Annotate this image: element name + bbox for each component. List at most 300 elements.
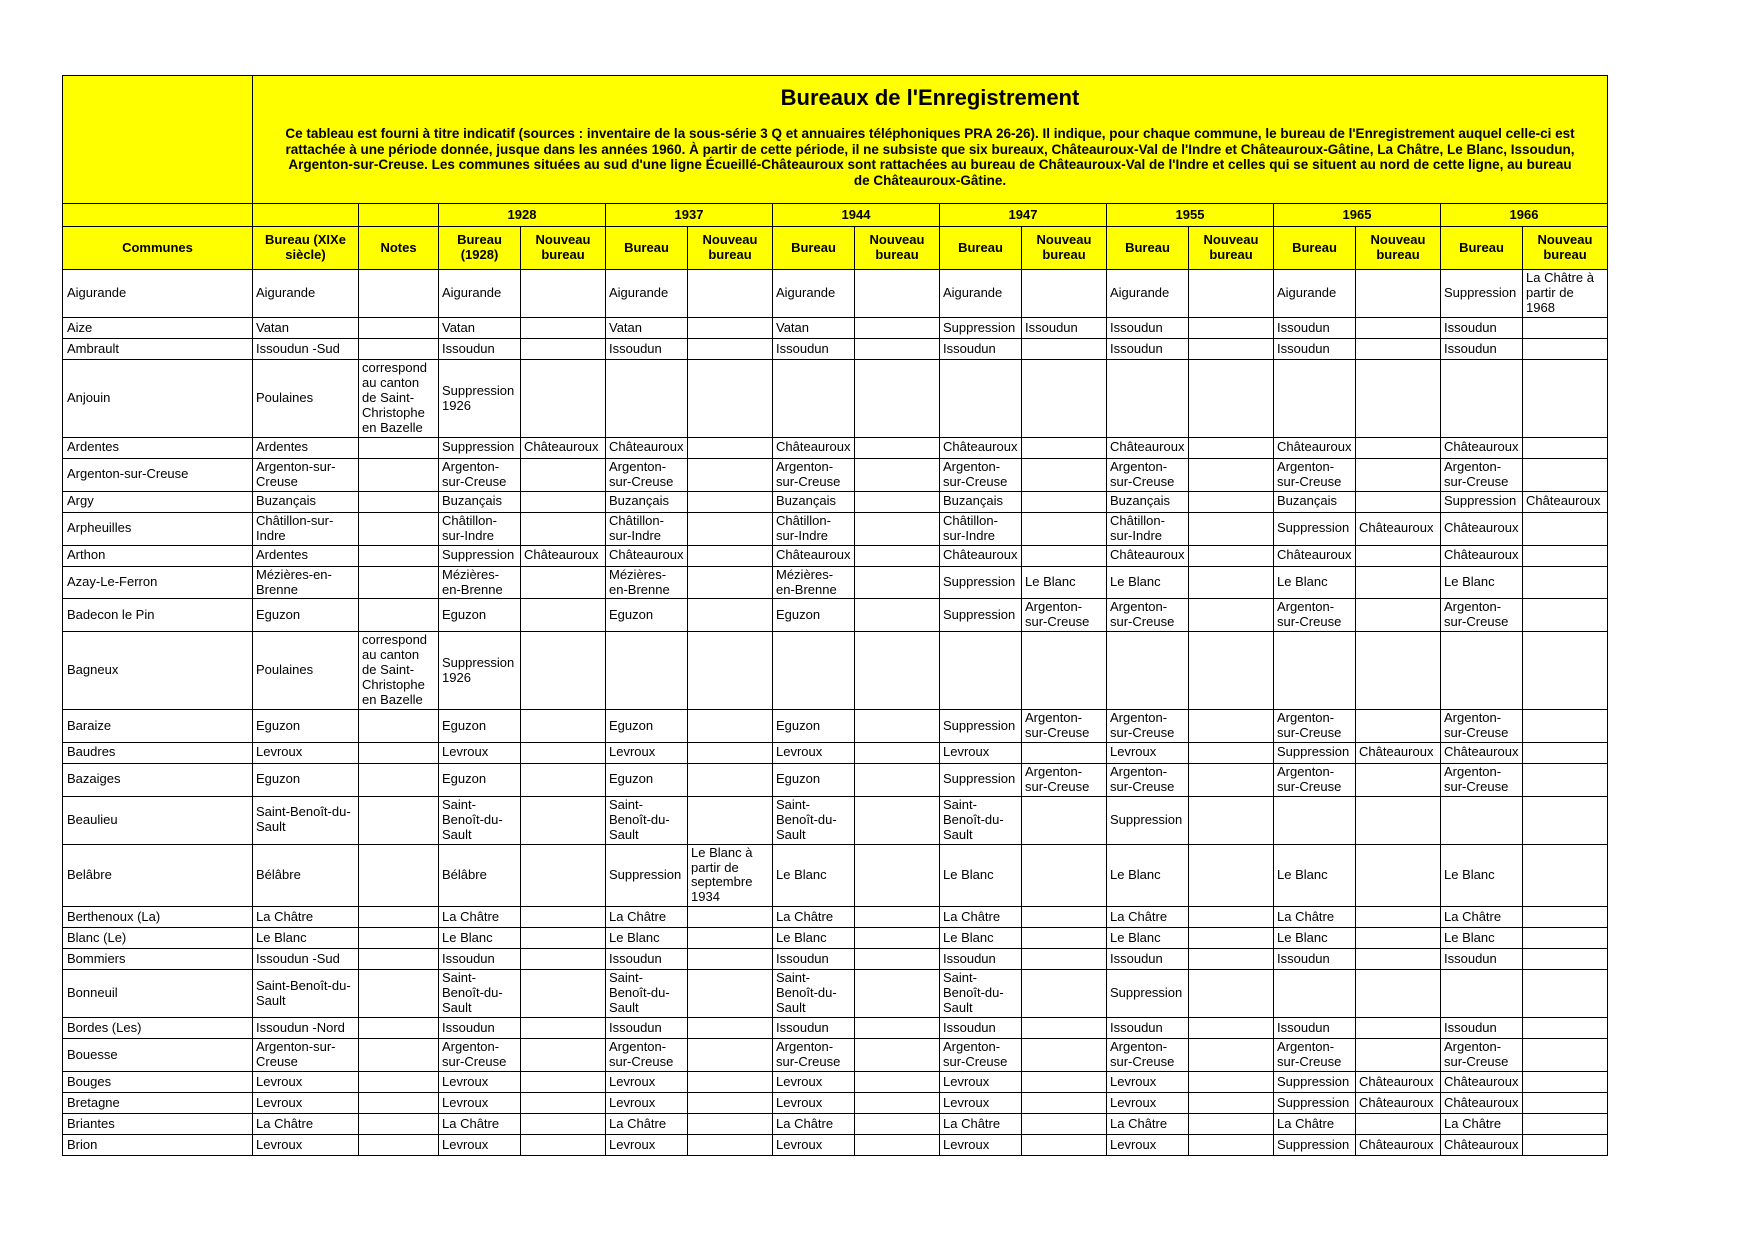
bureau-cell [855,928,940,949]
commune-cell: Blanc (Le) [63,928,253,949]
bureau-cell [521,1018,606,1039]
bureau-cell: Suppression [439,545,521,566]
col-header-nouveau-1965: Nouveau bureau [1356,227,1441,270]
bureau-cell [1356,339,1441,360]
bureau-cell [1523,1072,1608,1093]
bureau-cell: Saint-Benoît-du-Sault [439,796,521,844]
bureau-cell: Le Blanc à partir de septembre 1934 [688,844,773,907]
bureau-cell [1274,632,1356,710]
bureau-cell [940,360,1022,438]
bureau-cell [688,710,773,743]
bureau-cell: Argenton-sur-Creuse [1274,710,1356,743]
bureau-cell: Châteauroux [1523,491,1608,512]
bureau-xixe-cell: Le Blanc [253,928,359,949]
bureau-cell: Le Blanc [773,844,855,907]
bureau-cell: Issoudun [1107,949,1189,970]
bureau-cell: Mézières-en-Brenne [439,566,521,599]
bureau-cell: Châteauroux [1107,545,1189,566]
bureau-cell [688,491,773,512]
table-row [63,907,1608,928]
bureau-cell: Saint-Benoît-du-Sault [773,970,855,1018]
bureau-cell: Mézières-en-Brenne [606,566,688,599]
bureau-cell: La Châtre [940,1114,1022,1135]
bureau-cell [855,360,940,438]
bureau-cell [688,632,773,710]
bureau-xixe-cell: Bélâbre [253,844,359,907]
commune-cell: Aigurande [63,270,253,318]
bureau-cell: Argenton-sur-Creuse [1022,710,1107,743]
bureau-cell [855,742,940,763]
bureau-cell [1523,1114,1608,1135]
bureau-cell [855,318,940,339]
commune-cell: Beaulieu [63,796,253,844]
year-group-1966: 1966 [1441,204,1608,227]
table-row [63,928,1608,949]
bureau-xixe-cell: Levroux [253,742,359,763]
bureau-cell: Argenton-sur-Creuse [940,1039,1022,1072]
bureau-cell: Suppression [1274,742,1356,763]
col-header-xixe: Bureau (XIXe siècle) [253,227,359,270]
bureau-cell [1356,907,1441,928]
bureau-cell [855,710,940,743]
bureau-cell [1022,796,1107,844]
bureau-cell: Le Blanc [1441,844,1523,907]
bureau-cell [521,763,606,796]
col-header-communes: Communes [63,227,253,270]
commune-cell: Anjouin [63,360,253,438]
bureau-cell [521,491,606,512]
col-header-bureau-1937: Bureau [606,227,688,270]
bureau-cell: Levroux [439,1072,521,1093]
bureau-cell [1189,512,1274,545]
commune-cell: Argy [63,491,253,512]
intro-text: Ce tableau est fourni à titre indicatif (sources : inventaire de la sous-série 3 Q et annuaires téléphoniques PRA 26-26). Il indique, pour chaque commune, le bureau de l'Enregistrement auquel celle-ci est rattachée à une période donnée, jusque dans les années 1960. À partir de cette période, il ne subsiste que six bureaux, Châteauroux-Val de l'Indre et Châteauroux-Gâtine, La Châtre, Le Blanc, Issoudun, Argenton-sur-Creuse. Les communes situées au sud d'une ligne Écueillé-Châteauroux sont rattachées au bureau de Châteauroux-Val de l'Indre et celles qui se situent au nord de cette ligne, au bureau de Châteauroux-Gâtine. [285,126,1575,188]
bureau-xixe-cell: Argenton-sur-Creuse [253,1039,359,1072]
table-body [63,270,1608,1156]
bureau-cell: Argenton-sur-Creuse [1107,710,1189,743]
bureau-cell: Levroux [773,1072,855,1093]
bureau-cell: Châteauroux [1441,512,1523,545]
bureau-cell [521,1072,606,1093]
bureau-cell: Saint-Benoît-du-Sault [439,970,521,1018]
bureau-cell: Vatan [773,318,855,339]
bureau-cell: Levroux [1107,1093,1189,1114]
bureau-cell [855,632,940,710]
bureau-cell: Suppression [1274,1093,1356,1114]
bureau-cell: Le Blanc [1022,566,1107,599]
bureau-cell: Suppression [940,763,1022,796]
bureau-cell: Châteauroux [1441,437,1523,458]
bureau-cell: Le Blanc [1107,844,1189,907]
bureau-cell: Châteauroux [1441,1093,1523,1114]
bureau-cell [1189,339,1274,360]
bureau-cell: Issoudun [940,949,1022,970]
bureau-cell [1189,1114,1274,1135]
bureau-cell: Issoudun [439,1018,521,1039]
table-row [63,844,1608,907]
bureau-cell: Suppression 1926 [439,360,521,438]
bureau-cell [1189,844,1274,907]
bureau-cell: Argenton-sur-Creuse [1441,458,1523,491]
bureau-cell: Le Blanc [1441,928,1523,949]
bureau-cell [1523,545,1608,566]
bureau-xixe-cell: Issoudun -Nord [253,1018,359,1039]
bureau-cell [688,796,773,844]
col-header-nouveau-1947: Nouveau bureau [1022,227,1107,270]
bureau-cell: Argenton-sur-Creuse [1107,599,1189,632]
notes-cell [359,599,439,632]
bureau-cell [1022,458,1107,491]
bureau-cell: La Châtre [606,907,688,928]
bureau-cell: La Châtre [773,907,855,928]
bureau-cell: Argenton-sur-Creuse [1274,763,1356,796]
bureau-cell: Châteauroux [606,545,688,566]
bureau-cell: Issoudun [1274,339,1356,360]
bureau-cell [1022,1135,1107,1156]
bureau-cell: Mézières-en-Brenne [773,566,855,599]
bureau-cell [521,928,606,949]
bureau-cell: Issoudun [606,1018,688,1039]
bureau-cell: Eguzon [606,599,688,632]
bureau-cell [688,1039,773,1072]
notes-cell [359,796,439,844]
bureau-cell [855,566,940,599]
bureau-cell [1356,318,1441,339]
bureau-cell [521,458,606,491]
bureau-cell: Suppression [1107,796,1189,844]
year-group-1955: 1955 [1107,204,1274,227]
col-header-nouveau-1955: Nouveau bureau [1189,227,1274,270]
bureau-cell: Le Blanc [1107,566,1189,599]
bureau-cell: Argenton-sur-Creuse [1022,599,1107,632]
bureau-cell [1274,796,1356,844]
bureau-cell [1523,437,1608,458]
empty-year-cell [253,204,359,227]
bureau-cell [1441,970,1523,1018]
bureau-cell: Saint-Benoît-du-Sault [773,796,855,844]
table-row [63,437,1608,458]
col-header-bureau-1955: Bureau [1107,227,1189,270]
bureau-cell [688,949,773,970]
bureau-cell: Argenton-sur-Creuse [606,458,688,491]
col-header-nouveau-1944: Nouveau bureau [855,227,940,270]
year-group-1947: 1947 [940,204,1107,227]
bureau-cell [1356,796,1441,844]
bureau-cell: Châtillon-sur-Indre [1107,512,1189,545]
bureau-cell [521,599,606,632]
bureau-cell: Châtillon-sur-Indre [940,512,1022,545]
bureau-cell [1274,360,1356,438]
bureau-cell [1189,928,1274,949]
bureau-cell [1523,599,1608,632]
bureau-cell: Argenton-sur-Creuse [1274,1039,1356,1072]
table-row [63,1093,1608,1114]
commune-cell: Ardentes [63,437,253,458]
commune-cell: Azay-Le-Ferron [63,566,253,599]
notes-cell [359,710,439,743]
bureau-cell [1189,970,1274,1018]
bureau-cell [521,1039,606,1072]
year-group-1944: 1944 [773,204,940,227]
bureau-cell: La Châtre [1274,907,1356,928]
bureau-cell [855,1114,940,1135]
commune-cell: Ambrault [63,339,253,360]
bureau-cell: Argenton-sur-Creuse [606,1039,688,1072]
bureau-cell: Suppression [940,318,1022,339]
bureau-cell [1523,844,1608,907]
bureau-cell [1356,763,1441,796]
table-row [63,458,1608,491]
bureau-cell [1022,928,1107,949]
commune-cell: Badecon le Pin [63,599,253,632]
bureau-cell: La Châtre à partir de 1968 [1523,270,1608,318]
bureau-cell [688,970,773,1018]
notes-cell [359,270,439,318]
bureau-cell [855,270,940,318]
table-row [63,1039,1608,1072]
bureau-cell: Le Blanc [1441,566,1523,599]
bureau-xixe-cell: Vatan [253,318,359,339]
table-row [63,339,1608,360]
bureau-cell [1523,512,1608,545]
bureau-cell [1107,632,1189,710]
bureau-cell [1356,566,1441,599]
notes-cell [359,437,439,458]
col-header-bureau-1928: Bureau (1928) [439,227,521,270]
bureau-xixe-cell: Levroux [253,1072,359,1093]
bureau-cell [1189,599,1274,632]
bureau-cell: Châteauroux [1356,512,1441,545]
bureau-cell: Argenton-sur-Creuse [773,458,855,491]
bureau-cell [688,566,773,599]
bureau-cell [1022,844,1107,907]
bureau-cell: Argenton-sur-Creuse [1441,710,1523,743]
col-header-notes: Notes [359,227,439,270]
notes-cell [359,545,439,566]
bureau-cell: La Châtre [1441,907,1523,928]
bureau-cell [688,1072,773,1093]
bureau-cell [1523,907,1608,928]
bureau-cell: La Châtre [606,1114,688,1135]
bureau-cell [1523,360,1608,438]
bureau-cell [1356,437,1441,458]
bureau-cell [855,796,940,844]
bureau-cell: Suppression [1441,270,1523,318]
table-row [63,1135,1608,1156]
bureau-cell: Levroux [1107,1072,1189,1093]
bureau-cell [1441,796,1523,844]
bureau-cell [1441,632,1523,710]
bureau-cell [1523,1039,1608,1072]
bureau-cell [688,1093,773,1114]
notes-cell [359,742,439,763]
bureau-cell [1189,360,1274,438]
bureau-cell: Issoudun [606,339,688,360]
bureau-cell [1356,844,1441,907]
bureau-cell [1189,1072,1274,1093]
bureau-cell: Eguzon [439,599,521,632]
table-row [63,632,1608,710]
bureau-xixe-cell: Issoudun -Sud [253,949,359,970]
bureau-cell [1523,928,1608,949]
table-row [63,1114,1608,1135]
year-group-1928: 1928 [439,204,606,227]
bureau-cell [1189,318,1274,339]
bureau-cell [1523,710,1608,743]
bureau-cell: Aigurande [940,270,1022,318]
notes-cell [359,1018,439,1039]
bureau-cell [688,928,773,949]
table-row [63,949,1608,970]
commune-cell: Bouges [63,1072,253,1093]
bureau-xixe-cell: Eguzon [253,763,359,796]
bureau-cell [688,1114,773,1135]
table-row [63,1018,1608,1039]
bureau-cell [1356,710,1441,743]
bureau-cell [1022,907,1107,928]
bureau-cell: La Châtre [439,1114,521,1135]
notes-cell: correspond au canton de Saint-Christophe en Bazelle [359,632,439,710]
bureau-cell [855,491,940,512]
bureau-cell: Aigurande [773,270,855,318]
bureau-cell [1356,491,1441,512]
bureau-cell [688,1018,773,1039]
bureau-cell: Aigurande [1107,270,1189,318]
bureau-cell [1274,970,1356,1018]
commune-cell: Arthon [63,545,253,566]
bureau-cell [855,907,940,928]
title-cell [253,76,1608,204]
bureau-cell [688,318,773,339]
bureau-cell: Le Blanc [1274,928,1356,949]
bureau-cell: Châteauroux [940,545,1022,566]
bureau-cell [521,1114,606,1135]
bureau-cell [1356,545,1441,566]
bureau-cell: Issoudun [606,949,688,970]
bureau-cell: Issoudun [1441,1018,1523,1039]
bureau-cell [1523,949,1608,970]
table-row [63,796,1608,844]
table-row [63,763,1608,796]
bureau-cell: Issoudun [439,949,521,970]
bureau-cell: Eguzon [439,763,521,796]
notes-cell [359,566,439,599]
notes-cell [359,339,439,360]
bureau-cell: Buzançais [1107,491,1189,512]
bureau-xixe-cell: Saint-Benoît-du-Sault [253,970,359,1018]
bureau-cell [855,545,940,566]
bureau-cell [1189,796,1274,844]
bureau-cell [940,632,1022,710]
commune-cell: Aize [63,318,253,339]
bureau-cell: Suppression [1107,970,1189,1018]
bureau-cell [521,710,606,743]
bureau-cell [1189,1135,1274,1156]
notes-cell [359,1072,439,1093]
bureau-cell: Suppression [1441,491,1523,512]
bureau-cell: Saint-Benoît-du-Sault [606,796,688,844]
bureau-cell: Issoudun [1022,318,1107,339]
bureau-xixe-cell: Buzançais [253,491,359,512]
commune-cell: Brion [63,1135,253,1156]
bureau-cell: Châteauroux [1107,437,1189,458]
bureau-cell [855,339,940,360]
commune-cell: Bonneuil [63,970,253,1018]
column-headers-row [63,227,1608,270]
bureau-cell [1189,458,1274,491]
bureau-cell: Levroux [606,1072,688,1093]
bureau-cell [855,458,940,491]
bureau-cell [521,360,606,438]
commune-cell: Bagneux [63,632,253,710]
bureau-cell [773,360,855,438]
bureau-cell [1022,339,1107,360]
commune-cell: Belâbre [63,844,253,907]
bureau-cell [688,437,773,458]
bureau-cell [1523,763,1608,796]
bureau-cell [1189,1018,1274,1039]
bureau-cell: Issoudun [1274,949,1356,970]
commune-cell: Bretagne [63,1093,253,1114]
table-row [63,545,1608,566]
bureau-cell [606,632,688,710]
bureau-cell [855,1135,940,1156]
bureau-cell [1022,1039,1107,1072]
bureau-cell: Issoudun [1441,339,1523,360]
bureau-cell [521,970,606,1018]
empty-year-cell [359,204,439,227]
bureau-cell: Buzançais [940,491,1022,512]
bureau-xixe-cell: Argenton-sur-Creuse [253,458,359,491]
notes-cell [359,491,439,512]
commune-cell: Baudres [63,742,253,763]
notes-cell [359,763,439,796]
bureau-cell: Levroux [1107,742,1189,763]
year-groups-row [63,204,1608,227]
bureau-cell: Suppression [940,710,1022,743]
bureau-cell: Aigurande [439,270,521,318]
bureau-cell: La Châtre [1107,1114,1189,1135]
bureau-cell [1189,270,1274,318]
bureau-cell: Levroux [773,1093,855,1114]
bureau-cell: Levroux [773,742,855,763]
bureau-cell: Argenton-sur-Creuse [773,1039,855,1072]
bureau-cell: Buzançais [773,491,855,512]
bureau-cell [1189,632,1274,710]
bureau-cell: Eguzon [773,710,855,743]
bureau-xixe-cell: Poulaines [253,632,359,710]
notes-cell [359,318,439,339]
bureau-xixe-cell: La Châtre [253,1114,359,1135]
bureau-cell: Suppression [439,437,521,458]
bureau-cell: Issoudun [940,1018,1022,1039]
bureau-cell: Saint-Benoît-du-Sault [940,796,1022,844]
bureau-cell: Argenton-sur-Creuse [1107,763,1189,796]
bureau-cell: Levroux [940,1093,1022,1114]
commune-cell: Bazaiges [63,763,253,796]
col-header-bureau-1944: Bureau [773,227,855,270]
bureau-xixe-cell: Ardentes [253,437,359,458]
bureau-cell [1523,458,1608,491]
bureau-cell: Issoudun [773,339,855,360]
bureau-cell [521,907,606,928]
bureau-cell [1189,545,1274,566]
bureaux-enregistrement-table [62,75,1608,1156]
bureau-cell [1189,742,1274,763]
bureau-cell: Issoudun [1441,949,1523,970]
bureau-cell: Châteauroux [1441,1135,1523,1156]
bureau-cell [1523,339,1608,360]
